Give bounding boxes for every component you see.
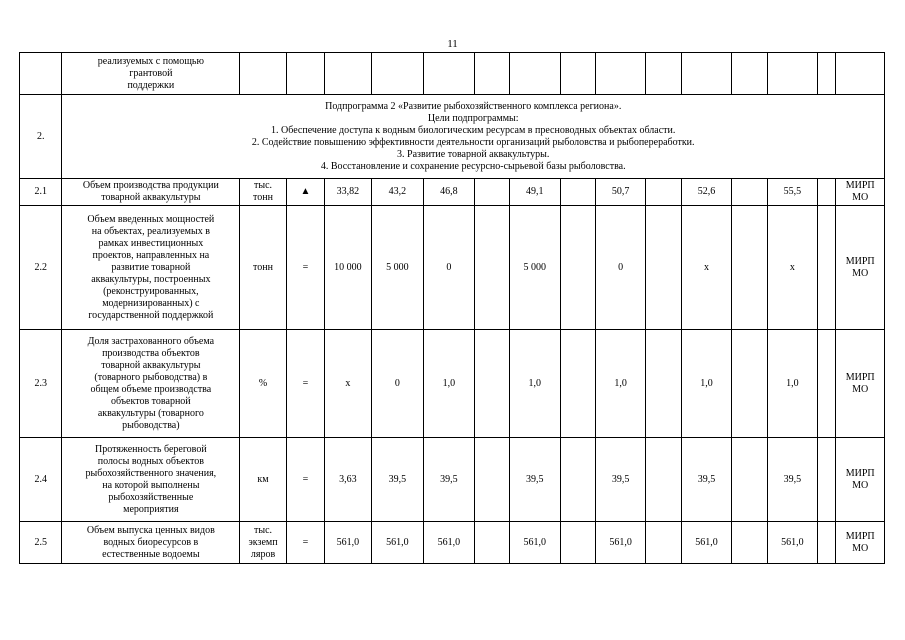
value-cell: 5 000: [371, 206, 424, 330]
table-row: [20, 522, 885, 564]
indicator-name: Доля застрахованного объема производства объектов товарной аквакультуры (товарного рыбоводства) в общем объеме производства объектов товарной аквакультуры (товарного рыбоводства): [62, 330, 240, 438]
indicator-table: [19, 52, 885, 564]
value-cell: [474, 179, 509, 206]
value-cell: [732, 330, 767, 438]
unit: тонн: [240, 206, 286, 330]
value-cell: 39,5: [424, 438, 475, 522]
value-cell: [646, 206, 681, 330]
unit: км: [240, 438, 286, 522]
table-row: [20, 330, 885, 438]
value-cell: [732, 438, 767, 522]
responsible: МИРП МО: [836, 330, 885, 438]
subprogram-row: [20, 95, 885, 179]
row-number: 2.2: [20, 206, 62, 330]
value-cell: [732, 179, 767, 206]
value-cell: 1,0: [595, 330, 646, 438]
value-cell: 39,5: [371, 438, 424, 522]
unit: тыс. экземп ляров: [240, 522, 286, 564]
value-cell: 55,5: [767, 179, 818, 206]
value-cell: 3,63: [325, 438, 371, 522]
row-number: 2.5: [20, 522, 62, 564]
responsible: МИРП МО: [836, 179, 885, 206]
value-cell: 50,7: [595, 179, 646, 206]
cell-name: реализуемых с помощью грантовой поддержки: [62, 53, 240, 95]
value-cell: 561,0: [595, 522, 646, 564]
unit: тыс. тонн: [240, 179, 286, 206]
value-cell: 1,0: [767, 330, 818, 438]
value-cell: 0: [595, 206, 646, 330]
value-cell: 561,0: [424, 522, 475, 564]
value-cell: 10 000: [325, 206, 371, 330]
value-cell: [818, 438, 836, 522]
row-number: 2.3: [20, 330, 62, 438]
indicator-name: Объем производства продукции товарной аквакультуры: [62, 179, 240, 206]
value-cell: [818, 206, 836, 330]
value-cell: 0: [371, 330, 424, 438]
value-cell: [818, 179, 836, 206]
indicator-name: Объем введенных мощностей на объектах, реализуемых в рамках инвестиционных проектов, направленных на развитие товарной аквакультуры, построенных (реконструированных, модернизированных) с государственной поддержкой: [62, 206, 240, 330]
unit: %: [240, 330, 286, 438]
trend-icon: =: [286, 522, 324, 564]
table-row: [20, 179, 885, 206]
value-cell: 5 000: [510, 206, 561, 330]
value-cell: [646, 179, 681, 206]
indicator-name: Протяженность береговой полосы водных объектов рыбохозяйственного значения, на которой выполнены рыбохозяйственные мероприятия: [62, 438, 240, 522]
value-cell: [646, 330, 681, 438]
value-cell: [818, 330, 836, 438]
table-row: [20, 438, 885, 522]
value-cell: 39,5: [595, 438, 646, 522]
value-cell: х: [767, 206, 818, 330]
responsible: МИРП МО: [836, 438, 885, 522]
table-row: [20, 206, 885, 330]
value-cell: [474, 330, 509, 438]
value-cell: 46,8: [424, 179, 475, 206]
responsible: МИРП МО: [836, 206, 885, 330]
subprogram-number: 2.: [20, 95, 62, 179]
value-cell: [732, 206, 767, 330]
value-cell: 561,0: [767, 522, 818, 564]
value-cell: 39,5: [510, 438, 561, 522]
indicator-name: Объем выпуска ценных видов водных биоресурсов в естественные водоемы: [62, 522, 240, 564]
value-cell: [474, 522, 509, 564]
value-cell: 39,5: [681, 438, 732, 522]
value-cell: [474, 438, 509, 522]
value-cell: [732, 522, 767, 564]
value-cell: [818, 522, 836, 564]
page-number: 11: [447, 38, 458, 50]
value-cell: 39,5: [767, 438, 818, 522]
value-cell: 52,6: [681, 179, 732, 206]
value-cell: [560, 438, 595, 522]
trend-icon: =: [286, 438, 324, 522]
value-cell: [474, 206, 509, 330]
row-number: 2.1: [20, 179, 62, 206]
value-cell: 561,0: [371, 522, 424, 564]
trend-icon: ▲: [286, 179, 324, 206]
value-cell: 49,1: [510, 179, 561, 206]
value-cell: 1,0: [424, 330, 475, 438]
value-cell: 33,82: [325, 179, 371, 206]
value-cell: [646, 522, 681, 564]
value-cell: 0: [424, 206, 475, 330]
subprogram-description: Подпрограмма 2 «Развитие рыбохозяйственного комплекса региона». Цели подпрограммы: 1. Обеспечение доступа к водным биологическим ресурсам в пресноводных объектах области. 2. Содействие повышению эффективности деятельности организаций рыболовства и рыбопереработки. 3. Развитие товарной аквакультуры. 4. Восстановление и сохранение ресурсно-сырьевой базы рыболовства.: [62, 95, 885, 179]
value-cell: 561,0: [325, 522, 371, 564]
value-cell: х: [325, 330, 371, 438]
value-cell: х: [681, 206, 732, 330]
trend-icon: =: [286, 330, 324, 438]
value-cell: [560, 330, 595, 438]
value-cell: 561,0: [681, 522, 732, 564]
value-cell: 1,0: [681, 330, 732, 438]
continuation-row: [20, 53, 885, 95]
value-cell: 561,0: [510, 522, 561, 564]
responsible: МИРП МО: [836, 522, 885, 564]
value-cell: [560, 522, 595, 564]
row-number: 2.4: [20, 438, 62, 522]
value-cell: 43,2: [371, 179, 424, 206]
cell-num: [20, 53, 62, 95]
value-cell: [560, 206, 595, 330]
value-cell: [646, 438, 681, 522]
value-cell: [560, 179, 595, 206]
trend-icon: =: [286, 206, 324, 330]
value-cell: 1,0: [510, 330, 561, 438]
